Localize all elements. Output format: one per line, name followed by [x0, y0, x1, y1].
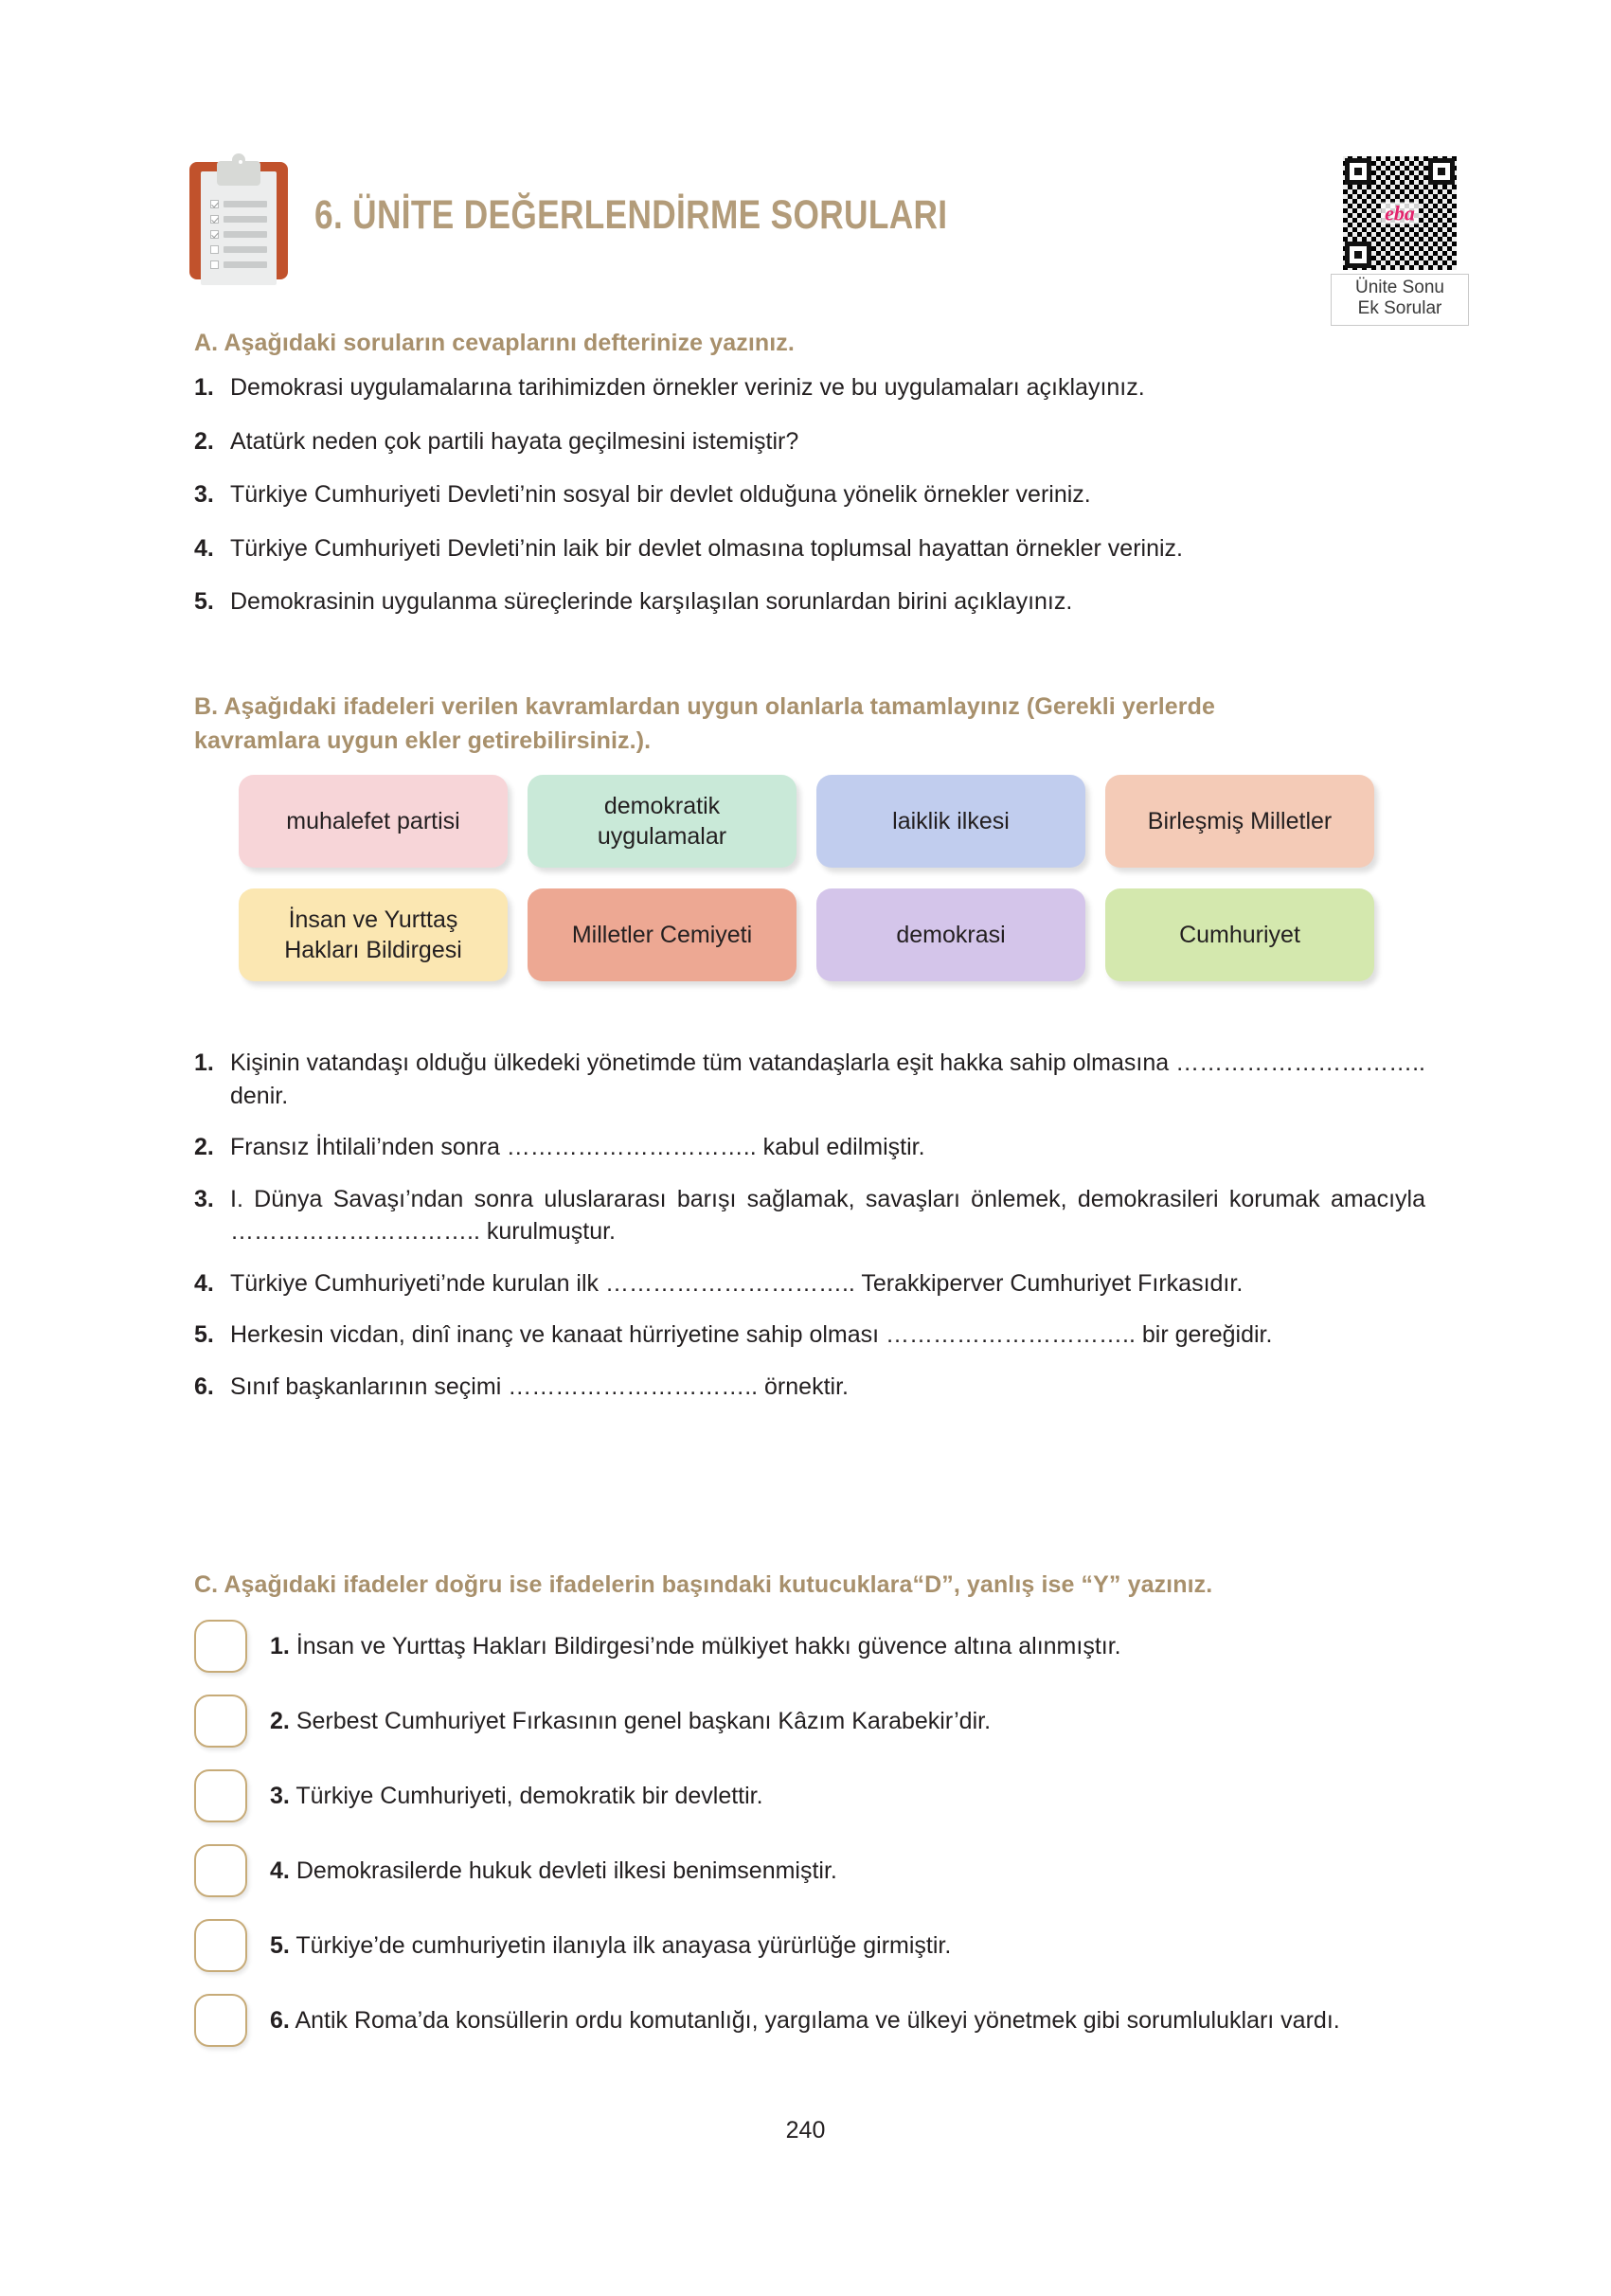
clipboard-rows — [210, 200, 269, 276]
true-false-item — [194, 1994, 1425, 2047]
section-b-heading — [194, 690, 1421, 759]
answer-checkbox[interactable] — [194, 1844, 247, 1897]
item-statement: Türkiye Cumhuriyeti, demokratik bir devlettir. — [295, 1783, 763, 1809]
fill-in-blank-item — [194, 1371, 1425, 1404]
item-text[interactable]: Herkesin vicdan, dinî inanç ve kanaat hürriyetine sahip olması ………………………….. bir gereğidir. — [230, 1321, 1273, 1348]
clipboard-line — [224, 231, 267, 238]
item-number: 1. — [194, 1049, 214, 1076]
item-text[interactable]: I. Dünya Savaşı’ndan sonra uluslararası barışı sağlamak, savaşları önlemek, demokrasileri korumak amacıyla ………………………….. kurulmuştur. — [230, 1185, 1425, 1245]
item-text[interactable]: Fransız İhtilali’nden sonra ………………………….. kabul edilmiştir. — [230, 1134, 925, 1160]
item-text[interactable]: Sınıf başkanlarının seçimi ………………………….. örnektir. — [230, 1372, 849, 1400]
section-c-item-list — [194, 1620, 1425, 2069]
item-text — [270, 1769, 1425, 1813]
clipboard-line — [224, 246, 267, 253]
clipboard-row — [210, 215, 269, 224]
item-number: 6. — [194, 1372, 214, 1400]
answer-checkbox[interactable] — [194, 1919, 247, 1972]
question-number: 2. — [194, 427, 214, 455]
clipboard-row — [210, 260, 269, 270]
question-item — [194, 532, 1425, 565]
section-a-heading: A. Aşağıdaki soruların cevaplarını defterinize yazınız. — [194, 330, 795, 356]
qr-finder-top-right — [1428, 158, 1455, 185]
page-header — [189, 152, 1086, 279]
question-item — [194, 371, 1425, 404]
question-text: Türkiye Cumhuriyeti Devleti’nin laik bir devlet olmasına toplumsal hayattan örnekler veriniz. — [230, 534, 1183, 562]
concept-box[interactable]: Milletler Cemiyeti — [528, 888, 797, 981]
clipboard-line — [224, 261, 267, 268]
clipboard-line — [224, 216, 267, 223]
item-statement: Serbest Cumhuriyet Fırkasının genel başkanı Kâzım Karabekir’dir. — [295, 1708, 992, 1734]
item-number: 6. — [270, 2007, 290, 2034]
item-statement: İnsan ve Yurttaş Hakları Bildirgesi’nde mülkiyet hakkı güvence altına alınmıştır. — [295, 1633, 1121, 1659]
answer-checkbox[interactable] — [194, 1620, 247, 1673]
checkbox-checked-icon — [210, 200, 219, 208]
question-text: Demokrasi uygulamalarına tarihimizden örnekler veriniz ve bu uygulamaları açıklayınız. — [230, 374, 1145, 401]
item-text[interactable]: Türkiye Cumhuriyeti’nde kurulan ilk ………………………….. Terakkiperver Cumhuriyet Fırkasıdır. — [230, 1269, 1244, 1297]
qr-badge[interactable] — [1331, 156, 1469, 326]
qr-finder-top-left — [1345, 158, 1371, 185]
item-text — [270, 1695, 1425, 1738]
item-statement: Demokrasilerde hukuk devleti ilkesi benimsenmiştir. — [295, 1857, 837, 1884]
item-number: 5. — [270, 1932, 290, 1959]
item-number: 2. — [270, 1708, 290, 1734]
fill-in-blank-item — [194, 1183, 1425, 1248]
eba-logo: eba — [1381, 202, 1419, 224]
true-false-item — [194, 1769, 1425, 1822]
true-false-item — [194, 1695, 1425, 1748]
question-text: Atatürk neden çok partili hayata geçilmesini istemiştir? — [230, 427, 799, 455]
item-number: 1. — [270, 1633, 290, 1659]
clipboard-row — [210, 200, 269, 209]
page-title: 6. ÜNİTE DEĞERLENDİRME SORULARI — [314, 192, 948, 238]
answer-checkbox[interactable] — [194, 1769, 247, 1822]
question-item — [194, 425, 1425, 458]
clipboard-checklist-icon — [189, 152, 288, 279]
question-number: 1. — [194, 374, 214, 401]
section-c-heading: C. Aşağıdaki ifadeler doğru ise ifadelerin başındaki kutucuklara“D”, yanlış ise “Y” yazınız. — [194, 1571, 1213, 1598]
qr-code-icon[interactable] — [1343, 156, 1457, 270]
true-false-item — [194, 1919, 1425, 1972]
checkbox-checked-icon — [210, 215, 219, 224]
item-statement: Türkiye’de cumhuriyetin ilanıyla ilk anayasa yürürlüğe girmiştir. — [295, 1932, 952, 1959]
item-text — [270, 1994, 1425, 2037]
item-number: 2. — [194, 1134, 214, 1160]
concept-box[interactable]: laiklik ilkesi — [816, 775, 1085, 868]
section-b-item-list — [194, 1047, 1425, 1422]
item-text — [270, 1620, 1425, 1663]
clipboard-row — [210, 230, 269, 240]
qr-label-line1: Ünite Sonu — [1354, 278, 1444, 297]
item-number: 4. — [270, 1857, 290, 1884]
checkbox-empty-icon — [210, 260, 219, 269]
question-number: 5. — [194, 588, 214, 615]
fill-in-blank-item — [194, 1318, 1425, 1352]
concept-box[interactable]: Cumhuriyet — [1105, 888, 1374, 981]
checkbox-checked-icon — [210, 230, 219, 239]
clipboard-ring — [232, 153, 245, 167]
item-number: 5. — [194, 1321, 214, 1348]
section-a-question-list — [194, 371, 1425, 639]
clipboard-row — [210, 245, 269, 255]
item-text — [270, 1844, 1425, 1888]
question-number: 3. — [194, 481, 214, 508]
concept-box[interactable]: İnsan ve Yurttaş Hakları Bildirgesi — [239, 888, 508, 981]
question-item — [194, 478, 1425, 511]
clipboard-line — [224, 201, 267, 207]
question-number: 4. — [194, 534, 214, 562]
concept-box[interactable]: demokratik uygulamalar — [528, 775, 797, 868]
true-false-item — [194, 1620, 1425, 1673]
item-statement: Antik Roma’da konsüllerin ordu komutanlığı, yargılama ve ülkeyi yönetmek gibi sorumlulukları vardı. — [295, 2007, 1340, 2034]
item-number: 4. — [194, 1269, 214, 1297]
question-item — [194, 585, 1425, 619]
section-b-heading-line2: kavramlara uygun ekler getirebilirsiniz.). — [194, 727, 652, 755]
answer-checkbox[interactable] — [194, 1994, 247, 2047]
concept-box[interactable]: demokrasi — [816, 888, 1085, 981]
true-false-item — [194, 1844, 1425, 1897]
question-text: Demokrasinin uygulanma süreçlerinde karşılaşılan sorunlardan birini açıklayınız. — [230, 588, 1073, 615]
concept-box-grid — [239, 775, 1416, 981]
answer-checkbox[interactable] — [194, 1695, 247, 1748]
fill-in-blank-item — [194, 1267, 1425, 1300]
page-number: 240 — [785, 2117, 826, 2144]
fill-in-blank-item — [194, 1047, 1425, 1112]
checkbox-empty-icon — [210, 245, 219, 254]
qr-label — [1331, 274, 1469, 326]
item-text — [270, 1919, 1425, 1963]
qr-label-line2: Ek Sorular — [1357, 298, 1442, 319]
question-text: Türkiye Cumhuriyeti Devleti’nin sosyal bir devlet olduğuna yönelik örnekler veriniz. — [230, 481, 1091, 508]
concept-box[interactable]: Birleşmiş Milletler — [1105, 775, 1374, 868]
item-number: 3. — [270, 1783, 290, 1809]
concept-box[interactable]: muhalefet partisi — [239, 775, 508, 868]
section-b-heading-line1: B. Aşağıdaki ifadeleri verilen kavramlardan uygun olanlarla tamamlayınız (Gerekli yerlerde — [194, 693, 1215, 720]
fill-in-blank-item — [194, 1131, 1425, 1164]
item-number: 3. — [194, 1185, 214, 1212]
qr-finder-bottom-left — [1345, 242, 1371, 268]
item-text[interactable]: Kişinin vatandaşı olduğu ülkedeki yönetimde tüm vatandaşlarla eşit hakka sahip olmasına ………………………….. denir. — [230, 1049, 1425, 1109]
